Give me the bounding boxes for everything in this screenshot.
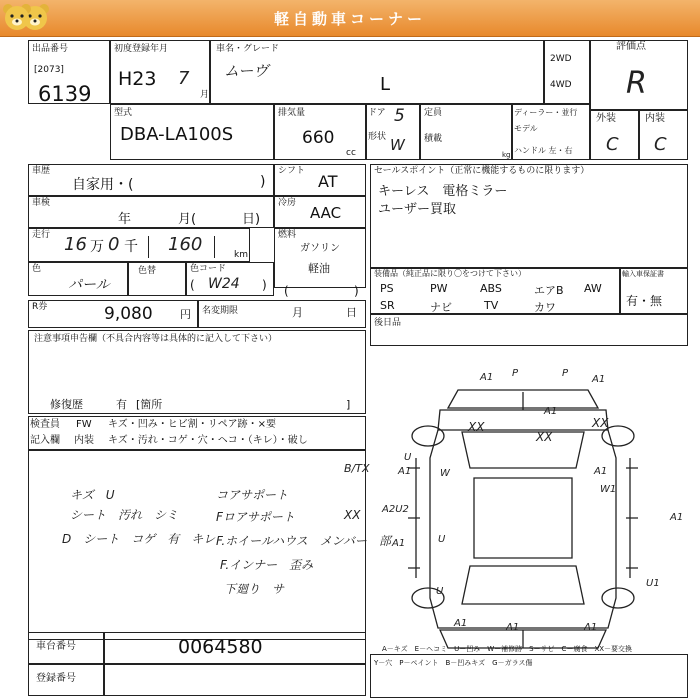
inspection-year: 年	[118, 212, 132, 227]
damage-mark: A1	[392, 538, 406, 549]
color-code-paren: (	[190, 278, 195, 292]
fuel-paren: )	[354, 284, 359, 298]
note-line: F.ホイールハウス メンバー 部	[216, 534, 391, 548]
name-change-day: 日	[346, 306, 357, 319]
mileage-rest: 160	[168, 234, 203, 255]
damage-mark: U	[404, 452, 412, 463]
displacement-unit: cc	[346, 148, 356, 158]
repair-end: ]	[346, 398, 351, 411]
ac: AAC	[310, 204, 342, 222]
selling-point: キーレス 電格ミラー	[378, 184, 508, 199]
regno-label: 登録番号	[36, 673, 76, 684]
color-code: W24	[208, 276, 240, 292]
recycle-label: R券	[32, 302, 48, 312]
fuel-gas: ガソリン	[300, 243, 340, 254]
dealer-label: ディーラー・並行	[514, 108, 578, 117]
name-change-label: 名変期限	[202, 306, 239, 316]
page-title: 軽自動車コーナー	[273, 10, 426, 28]
eval-score: R	[626, 66, 647, 101]
type-label: 型式	[114, 108, 133, 118]
equip-item: エアB	[534, 284, 564, 297]
lot-number: 6139	[38, 82, 92, 106]
equip-item: PW	[430, 282, 448, 295]
note-line: Fロアサポート	[216, 510, 295, 524]
displacement: 660	[302, 128, 335, 148]
auction-sheet	[28, 38, 690, 698]
inspector-marks: キズ・凹み・ヒビ割・リペア跡・×要	[108, 419, 276, 430]
note-line: キズ U	[70, 488, 115, 502]
legend: A－キズ E－ヘコミ U－凹み W－補修跡 S－サビ C－腐食 XX－要交換	[382, 645, 633, 653]
inspection-month: 月(	[178, 212, 197, 227]
damage-mark: W	[440, 468, 450, 479]
doors-label: ドア	[368, 108, 386, 118]
usage-label: 車歴	[32, 166, 51, 176]
damage-mark: U1	[646, 578, 660, 589]
equip-item: TV	[484, 299, 499, 312]
fuel-diesel: 軽油	[308, 262, 330, 275]
model-label: モデル	[514, 124, 538, 133]
color-code-paren-end: )	[262, 278, 267, 292]
equip-item: ナビ	[430, 301, 452, 314]
model-name: ムーヴ	[224, 62, 269, 80]
damage-mark: A1	[398, 466, 412, 477]
kg-unit: kg	[502, 151, 511, 159]
drive-4wd: 4WD	[550, 80, 572, 90]
equip-item: AW	[584, 282, 602, 295]
selling-label: セールスポイント（正常に機能するものに限ります）	[374, 166, 590, 176]
mileage-label: 走行	[32, 230, 51, 240]
handle-label: ハンドル 左・右	[514, 146, 573, 155]
car-damage-diagram	[28, 38, 690, 698]
damage-mark: P	[562, 368, 569, 379]
fuel-label: 燃料	[278, 230, 297, 240]
usage: 自家用・(	[72, 177, 134, 193]
damage-mark: A1	[480, 372, 494, 383]
repair-value: 有	[116, 398, 127, 411]
frame-number: 0064580	[178, 636, 263, 658]
record-label: 記入欄	[30, 435, 60, 446]
damage-mark: XX	[468, 420, 485, 434]
ac-label: 冷房	[278, 198, 297, 208]
damage-mark: A1	[670, 512, 684, 523]
record-marks: キズ・汚れ・コゲ・穴・ヘコ・（キレ）・破し	[108, 435, 308, 446]
bear-mascot-icon	[0, 2, 34, 34]
damage-mark: P	[512, 368, 519, 379]
reg-label: 初度登録年月	[114, 44, 169, 54]
type-code: DBA-LA100S	[120, 124, 234, 145]
mileage-sen: 0	[108, 234, 120, 255]
interior-label: 内装	[645, 113, 665, 124]
equip-item: カワ	[534, 301, 556, 314]
fw-label: FW	[76, 419, 92, 430]
damage-mark: A1	[506, 622, 520, 633]
loading-label: 積載	[424, 134, 443, 144]
capacity-label: 定員	[424, 108, 443, 118]
grade: L	[380, 74, 391, 95]
equip-item: ABS	[480, 282, 502, 295]
name-change-month: 月	[292, 306, 303, 319]
mileage-unit: km	[234, 250, 248, 260]
shift-label: シフト	[278, 166, 306, 176]
note-line: D シート コゲ 有 キレ	[62, 532, 216, 546]
drive-2wd: 2WD	[550, 54, 572, 64]
reg-era: H23	[118, 68, 157, 90]
inspector-label: 検査員	[30, 419, 60, 430]
equip-item: SR	[380, 299, 395, 312]
note-right: B/TX	[344, 462, 370, 475]
mileage-sen-unit: 千	[124, 239, 138, 255]
repair-place: [箇所	[136, 398, 163, 411]
inspection-day: 日)	[242, 212, 261, 227]
selling-point: ユーザー買取	[378, 202, 457, 217]
note-line: コアサポート	[216, 488, 289, 502]
equip-label: 装備品（純正品に限り〇をつけて下さい）	[374, 269, 526, 278]
exterior-grade: C	[606, 134, 619, 155]
frame-label: 車台番号	[36, 641, 76, 652]
damage-mark: A1	[592, 374, 606, 385]
note-line: F.インナー 歪み	[220, 558, 314, 572]
color-code-label: 色コード	[190, 264, 227, 274]
damage-mark: A1	[584, 622, 598, 633]
interior-row-label: 内装	[74, 435, 94, 446]
lot-label: 出品番号	[32, 44, 69, 54]
damage-mark: A1	[544, 406, 558, 417]
damage-mark: XX	[592, 416, 609, 430]
usage-end: )	[260, 174, 266, 190]
doors: 5	[394, 106, 405, 126]
legend2: Y－穴 P－ペイント B－凹みキズ G－ガラス傷	[374, 659, 533, 667]
import-label: 輸入車保証書	[622, 270, 664, 278]
interior-grade: C	[654, 134, 667, 155]
color-label: 色	[32, 264, 42, 274]
displacement-label: 排気量	[278, 108, 306, 118]
color-change-label: 色替	[138, 266, 157, 276]
shape: W	[390, 136, 405, 154]
note-line: XX	[344, 508, 361, 522]
note-line: シート 汚れ シミ	[70, 508, 179, 522]
exterior-label: 外装	[596, 113, 616, 124]
damage-mark: XX	[536, 430, 553, 444]
damage-mark: A1	[594, 466, 608, 477]
import-value: 有・無	[626, 294, 663, 308]
inspection-label: 車検	[32, 198, 51, 208]
header-banner	[0, 0, 700, 37]
damage-mark: A2U2	[382, 504, 409, 515]
shape-label: 形状	[368, 132, 387, 142]
repair-label: 修復歴	[50, 398, 83, 411]
damage-mark: A1	[454, 618, 468, 629]
notes-label: 注意事項申告欄（不具合内容等は具体的に記入して下さい）	[34, 334, 278, 344]
post-label: 後日品	[374, 318, 402, 328]
mileage-man: 16	[64, 234, 87, 255]
damage-mark: U	[436, 586, 444, 597]
note-line: 下廻り サ	[224, 582, 285, 596]
equip-item: PS	[380, 282, 394, 295]
fuel-paren: (	[284, 284, 289, 298]
lot-sub: [2073]	[34, 65, 64, 75]
reg-month-unit: 月	[200, 90, 210, 100]
recycle-amount: 9,080	[104, 304, 153, 324]
damage-mark: U	[438, 534, 446, 545]
color: パール	[68, 277, 110, 293]
recycle-unit: 円	[180, 308, 191, 321]
reg-month: 7	[178, 68, 190, 89]
damage-mark: W1	[600, 484, 617, 495]
mileage-man-unit: 万	[90, 239, 104, 255]
model-name-label: 車名・グレード	[216, 44, 280, 54]
shift: AT	[318, 172, 338, 191]
eval-label: 評価点	[616, 41, 646, 52]
